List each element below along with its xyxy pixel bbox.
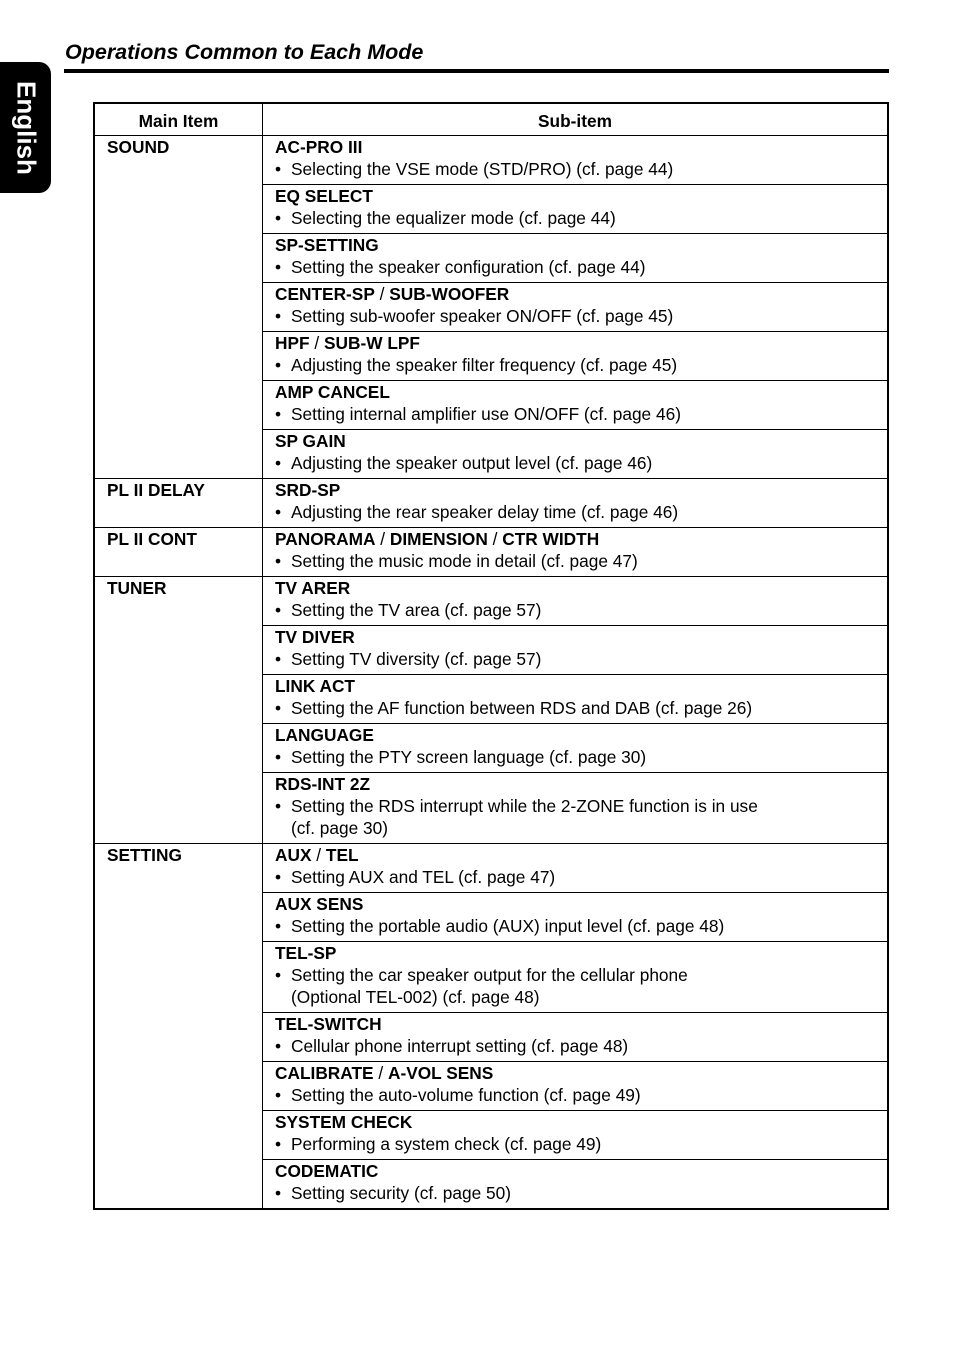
sub-item-title [275,430,877,452]
sub-item-cell [263,185,889,234]
sub-item-cell [263,1062,889,1111]
sub-item-cell [263,430,889,479]
title-rule [64,69,889,73]
sub-item-title-part: SUB-W LPF [323,333,420,353]
sub-item-title [275,1111,877,1133]
description-line: Setting security (cf. page 50) [291,1183,511,1203]
description-line: Setting the TV area (cf. page 57) [291,600,542,620]
sub-item-title [275,1013,877,1035]
sub-item-cell [263,675,889,724]
sub-item-title-part: TV ARER [275,578,351,598]
description-text [291,866,555,888]
bullet-icon: • [275,453,282,473]
description-line: Setting the car speaker output for the cellular phone [291,965,688,985]
description-text [291,354,677,376]
sub-item-title [275,773,877,795]
description-text [291,795,758,839]
description-line: Setting internal amplifier use ON/OFF (cf. page 46) [291,404,681,424]
sub-item-title-part: AMP CANCEL [275,382,390,402]
table-row [94,136,888,185]
description-text [291,599,541,621]
description-line: Setting the RDS interrupt while the 2-ZONE function is in use [291,796,758,816]
table-row [94,528,888,577]
bullet-icon: • [275,965,282,985]
title-separator: / [309,333,324,353]
sub-item-cell [263,626,889,675]
sub-item-description [275,866,877,888]
sub-item-title [275,332,877,354]
sub-item-title [275,893,877,915]
sub-item-title-part: SRD-SP [275,480,341,500]
sub-item-title [275,479,877,501]
sub-item-description [275,158,877,180]
description-line: Setting the PTY screen language (cf. page 30) [291,747,647,767]
sub-item-description [275,795,877,839]
sub-item-description [275,1182,877,1204]
sub-item-title-part: SP GAIN [275,431,346,451]
title-separator: / [375,529,390,549]
description-line: Setting the portable audio (AUX) input level (cf. page 48) [291,916,725,936]
description-line: Setting the auto-volume function (cf. page 49) [291,1085,641,1105]
sub-item-description [275,1133,877,1155]
sub-item-title [275,844,877,866]
column-header-main-item: Main Item [94,103,263,136]
description-line: Cellular phone interrupt setting (cf. page 48) [291,1036,629,1056]
table-row [94,479,888,528]
description-text [291,501,678,523]
column-header-sub-item: Sub-item [263,103,889,136]
description-line: Setting the AF function between RDS and DAB (cf. page 26) [291,698,753,718]
sub-item-description [275,915,877,937]
bullet-icon: • [275,159,282,179]
sub-item-description [275,256,877,278]
description-text [291,1133,601,1155]
bullet-icon: • [275,698,282,718]
bullet-icon: • [275,796,282,816]
sub-item-title-part: AUX [275,845,312,865]
sub-item-title-part: SP-SETTING [275,235,379,255]
sub-item-title-part: SUB-WOOFER [389,284,510,304]
sub-item-title-part: CALIBRATE [275,1063,374,1083]
sub-item-description [275,599,877,621]
sub-item-title-part: CENTER-SP [275,284,375,304]
sub-item-title-part: A-VOL SENS [387,1063,494,1083]
bullet-icon: • [275,502,282,522]
description-text [291,1035,628,1057]
bullet-icon: • [275,1036,282,1056]
sub-item-description [275,403,877,425]
description-line: Selecting the VSE mode (STD/PRO) (cf. page 44) [291,159,674,179]
description-text [291,648,541,670]
sub-item-title-part: HPF [275,333,310,353]
sub-item-title-part: TEL-SP [275,943,337,963]
bullet-icon: • [275,551,282,571]
description-line: Performing a system check (cf. page 49) [291,1134,602,1154]
sub-item-cell [263,528,889,577]
bullet-icon: • [275,916,282,936]
sub-item-title-part: CODEMATIC [275,1161,379,1181]
sub-item-cell [263,893,889,942]
description-text [291,207,616,229]
sub-item-title-part: DIMENSION [389,529,488,549]
bullet-icon: • [275,1085,282,1105]
main-item-cell: SOUND [94,136,263,479]
description-line: Adjusting the speaker output level (cf. page 46) [291,453,653,473]
bullet-icon: • [275,306,282,326]
description-text [291,697,752,719]
bullet-icon: • [275,355,282,375]
sub-item-description [275,550,877,572]
sub-item-cell [263,942,889,1013]
description-line: Adjusting the speaker filter frequency (cf. page 45) [291,355,678,375]
sub-item-description [275,1035,877,1057]
sub-item-title [275,577,877,599]
sub-item-cell [263,283,889,332]
sub-item-cell [263,479,889,528]
sub-item-title-part: EQ SELECT [275,186,373,206]
table-header-row [94,103,888,136]
sub-item-description [275,964,877,1008]
description-text [291,1084,641,1106]
description-line: Setting AUX and TEL (cf. page 47) [291,867,556,887]
description-text [291,452,652,474]
language-tab [0,62,51,193]
sub-item-cell [263,577,889,626]
table-row [94,844,888,893]
bullet-icon: • [275,208,282,228]
description-line: Setting the speaker configuration (cf. page 44) [291,257,646,277]
sub-item-title-part: TV DIVER [275,627,355,647]
main-item-cell: PL II DELAY [94,479,263,528]
sub-item-title-part: TEL-SWITCH [275,1014,382,1034]
description-text [291,158,673,180]
sub-item-title [275,381,877,403]
bullet-icon: • [275,600,282,620]
sub-item-cell [263,136,889,185]
sub-item-title-part: PANORAMA [275,529,376,549]
sub-item-title [275,1062,877,1084]
sub-item-title-part: AC-PRO III [275,137,363,157]
description-line: Setting sub-woofer speaker ON/OFF (cf. page 45) [291,306,674,326]
sub-item-title-part: TEL [325,845,359,865]
sub-item-description [275,452,877,474]
description-text [291,403,681,425]
bullet-icon: • [275,1183,282,1203]
settings-table [93,102,889,1210]
sub-item-title-part: AUX SENS [275,894,364,914]
bullet-icon: • [275,404,282,424]
bullet-icon: • [275,867,282,887]
sub-item-title [275,234,877,256]
sub-item-cell [263,332,889,381]
sub-item-description [275,697,877,719]
sub-item-title [275,283,877,305]
sub-item-description [275,1084,877,1106]
description-text [291,550,638,572]
sub-item-title [275,626,877,648]
description-text [291,964,688,1008]
sub-item-title-part: SYSTEM CHECK [275,1112,413,1132]
sub-item-description [275,746,877,768]
description-line: Setting the music mode in detail (cf. page 47) [291,551,638,571]
sub-item-title [275,724,877,746]
bullet-icon: • [275,747,282,767]
title-separator: / [487,529,503,549]
sub-item-title-part: LANGUAGE [275,725,374,745]
description-text [291,915,724,937]
sub-item-title-part: LINK ACT [275,676,355,696]
description-line-continued: (cf. page 30) [291,818,389,838]
sub-item-cell [263,381,889,430]
description-line: Setting TV diversity (cf. page 57) [291,649,542,669]
sub-item-description [275,648,877,670]
sub-item-title-part: CTR WIDTH [502,529,600,549]
sub-item-description [275,305,877,327]
main-item-cell: TUNER [94,577,263,844]
title-separator: / [374,284,390,304]
sub-item-title [275,528,877,550]
sub-item-description [275,501,877,523]
sub-item-cell [263,234,889,283]
bullet-icon: • [275,257,282,277]
sub-item-title [275,136,877,158]
bullet-icon: • [275,1134,282,1154]
sub-item-cell [263,773,889,844]
sub-item-cell [263,1013,889,1062]
page-title: Operations Common to Each Mode [65,40,424,64]
sub-item-description [275,354,877,376]
sub-item-title [275,185,877,207]
sub-item-description [275,207,877,229]
sub-item-cell [263,1160,889,1210]
sub-item-title-part: RDS-INT 2Z [275,774,371,794]
language-tab-label: English [11,80,41,175]
sub-item-cell [263,724,889,773]
description-text [291,305,673,327]
description-line: Adjusting the rear speaker delay time (cf. page 46) [291,502,679,522]
bullet-icon: • [275,649,282,669]
description-text [291,256,646,278]
sub-item-title [275,1160,877,1182]
sub-item-title [275,942,877,964]
description-text [291,1182,511,1204]
table-body [94,136,888,1210]
sub-item-cell [263,1111,889,1160]
sub-item-title [275,675,877,697]
description-line-continued: (Optional TEL-002) (cf. page 48) [291,987,540,1007]
title-separator: / [311,845,326,865]
description-line: Selecting the equalizer mode (cf. page 44) [291,208,616,228]
main-item-cell: PL II CONT [94,528,263,577]
main-item-cell: SETTING [94,844,263,1210]
title-separator: / [373,1063,388,1083]
sub-item-cell [263,844,889,893]
description-text [291,746,646,768]
table-row [94,577,888,626]
